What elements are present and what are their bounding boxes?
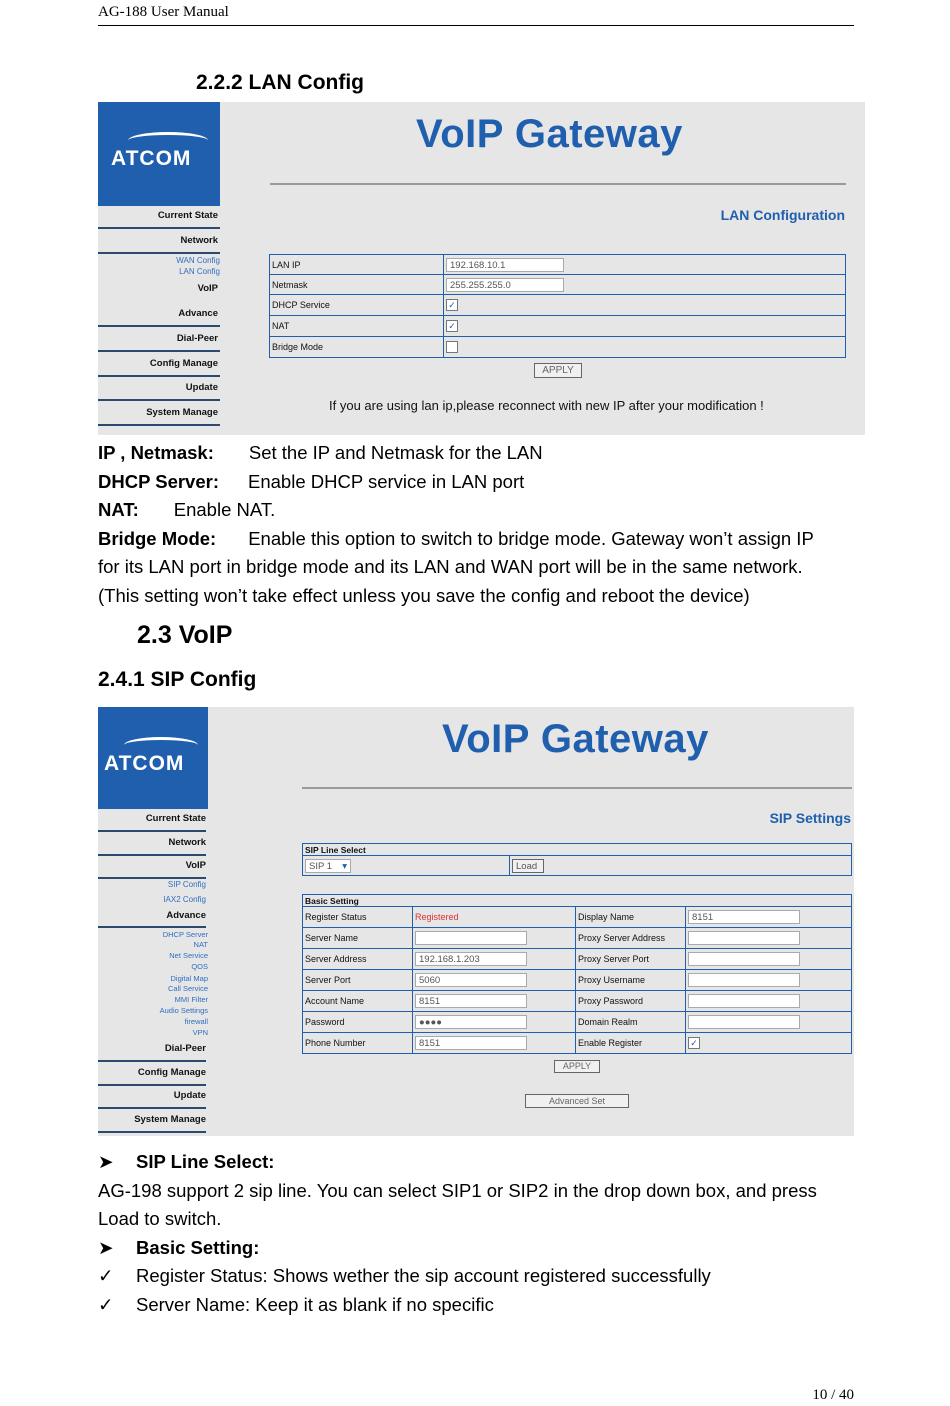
nav-divider: [98, 424, 220, 426]
nav-subitem-lan-config[interactable]: LAN Config: [179, 267, 220, 276]
nav-divider: [98, 1060, 206, 1062]
sip-value-input[interactable]: 8151: [415, 994, 527, 1008]
nav-subitem-advance[interactable]: Digital Map: [170, 974, 208, 983]
nav-item-update[interactable]: Update: [185, 382, 218, 393]
sip-row-right-label: Proxy Server Port: [576, 949, 686, 970]
nav-divider: [98, 1131, 206, 1133]
sip-row-right-value: [686, 949, 852, 970]
sip-row-right-value: [686, 1033, 852, 1054]
nav-divider: [98, 227, 220, 229]
nav-divider: [98, 399, 220, 401]
basic-setting-heading: Basic Setting:: [136, 1236, 260, 1258]
nav-subitem-advance[interactable]: Audio Settings: [159, 1006, 208, 1015]
sip-line-select-label: SIP Line Select: [303, 844, 852, 856]
title-rule: [302, 787, 852, 789]
manual-header: AG-188 User Manual: [98, 4, 229, 20]
sip-value-input[interactable]: [415, 931, 527, 945]
sip-right-value-input[interactable]: [688, 994, 800, 1008]
sip-row-right-label: Proxy Username: [576, 970, 686, 991]
load-button[interactable]: Load: [512, 859, 544, 873]
sip-row-right-label: Proxy Server Address: [576, 928, 686, 949]
sip-row-value: [413, 949, 576, 970]
lan-config-table: [269, 254, 846, 358]
title-rule: [270, 183, 846, 185]
nav-divider: [98, 1107, 206, 1109]
sip-row: [303, 1012, 852, 1033]
nav-item-dial-peer[interactable]: Dial-Peer: [176, 333, 218, 344]
sip-config-screenshot: [98, 707, 854, 1136]
lan-row: [270, 316, 846, 337]
nav-divider: [98, 325, 220, 327]
sip-line-dropdown[interactable]: SIP 1 ▾: [305, 859, 351, 873]
ip-netmask-label: IP , Netmask:: [98, 442, 214, 463]
bridge-mode-text-3: (This setting won’t take effect unless you save the config and reboot the device): [98, 584, 750, 606]
nav-divider: [98, 877, 206, 879]
lan-row-value: [444, 337, 846, 358]
bridge-mode-label: Bridge Mode:: [98, 527, 217, 549]
sip-row-right-value: [686, 928, 852, 949]
lan-reconnect-note: If you are using lan ip,please reconnect with new IP after your modification !: [329, 398, 764, 413]
checked-checkbox[interactable]: ✓: [446, 299, 458, 311]
basic-setting-header-row: [303, 895, 852, 907]
sip-value-input[interactable]: 192.168.1.203: [415, 952, 527, 966]
sip-value-input[interactable]: 5060: [415, 973, 527, 987]
sip-line-select-text-2: Load to switch.: [98, 1208, 222, 1229]
sip-row-right-label: Proxy Password: [576, 991, 686, 1012]
sip-value-input[interactable]: ●●●●: [415, 1015, 527, 1029]
ip-netmask-text: Set the IP and Netmask for the LAN: [248, 442, 543, 463]
sip-row-right-value: [686, 970, 852, 991]
lan-value-input[interactable]: 192.168.10.1: [446, 258, 564, 272]
atcom-logo: ATCOM: [98, 707, 208, 809]
chevron-down-icon: ▾: [342, 860, 347, 872]
apply-button[interactable]: APPLY: [554, 1060, 600, 1073]
lan-row-label: Netmask: [270, 275, 444, 295]
nat-text: Enable NAT.: [173, 499, 276, 520]
nav-item-config-manage[interactable]: Config Manage: [149, 358, 218, 369]
lan-configuration-title: LAN Configuration: [720, 207, 845, 223]
bridge-mode-text-1: Enable this option to switch to bridge mode. Gateway won’t assign IP: [248, 527, 814, 549]
sip-line-select-heading: SIP Line Select:: [136, 1151, 275, 1172]
lan-row-label: Bridge Mode: [270, 337, 444, 358]
dhcp-server-text: Enable DHCP service in LAN port: [248, 470, 525, 492]
nav-divider: [98, 830, 206, 832]
bridge-mode-text-2: for its LAN port in bridge mode and its LAN and WAN port will be in the same network.: [98, 556, 803, 577]
sip-row: [303, 1033, 852, 1054]
arrow-bullet-icon: ➤: [98, 1151, 114, 1172]
sip-value-input[interactable]: 8151: [415, 1036, 527, 1050]
gateway-title: VoIP Gateway: [416, 112, 683, 156]
nav-subitem-advance[interactable]: MMI Filter: [174, 995, 208, 1004]
nav-item-dial-peer[interactable]: Dial-Peer: [164, 1043, 206, 1054]
nav-divider: [98, 375, 220, 377]
checkmark-bullet-icon: ✓: [98, 1265, 114, 1286]
nav-item-advance[interactable]: Advance: [166, 910, 206, 921]
sip-row-value: [413, 991, 576, 1012]
nav-divider: [98, 252, 220, 254]
nav-item-voip[interactable]: VoIP: [197, 283, 218, 294]
lan-row-label: DHCP Service: [270, 295, 444, 316]
nav-divider: [98, 854, 206, 856]
nav-subitem-advance[interactable]: NAT: [193, 940, 208, 949]
sip-row-right-label: Domain Realm: [576, 1012, 686, 1033]
nav-item-network[interactable]: Network: [180, 235, 218, 246]
advanced-set-button[interactable]: Advanced Set: [525, 1094, 629, 1108]
server-name-text: Server Name: Keep it as blank if no specific: [136, 1293, 494, 1315]
sip-row-value: [413, 907, 576, 928]
basic-setting-label: Basic Setting: [303, 895, 852, 907]
sip-row-value: [413, 1033, 576, 1054]
nav-item-config-manage[interactable]: Config Manage: [137, 1067, 206, 1078]
sip-row: [303, 949, 852, 970]
nav-subitem-advance[interactable]: VPN: [192, 1028, 208, 1037]
sip-line-select-table: [302, 843, 852, 876]
nav-item-system-manage[interactable]: System Manage: [134, 1114, 206, 1125]
nav-item-current-state[interactable]: Current State: [145, 813, 206, 824]
section-2-2-2-title: 2.2.2 LAN Config: [196, 71, 365, 94]
sip-row: [303, 928, 852, 949]
sip-right-value-input[interactable]: [688, 952, 800, 966]
lan-row-label: NAT: [270, 316, 444, 337]
sip-row-right-label: Display Name: [576, 907, 686, 928]
section-2-3-title: 2.3 VoIP: [137, 621, 233, 649]
sip-row-value: [413, 1012, 576, 1033]
nav-subitem-sip-config[interactable]: SIP Config: [167, 880, 206, 889]
checked-checkbox[interactable]: ✓: [446, 320, 458, 332]
sip-right-value-input[interactable]: 8151: [688, 910, 800, 924]
sip-row-label: Password: [303, 1012, 413, 1033]
sip-row-label: Register Status: [303, 907, 413, 928]
sip-row-label: Server Name: [303, 928, 413, 949]
register-status-text: Register Status: Shows wether the sip account registered successfully: [136, 1265, 711, 1286]
nav-item-voip[interactable]: VoIP: [185, 860, 206, 871]
sip-row: [303, 907, 852, 928]
lan-row: [270, 295, 846, 316]
lan-row: [270, 255, 846, 275]
enable-register-checkbox[interactable]: ✓: [688, 1037, 700, 1049]
sip-row: [303, 991, 852, 1012]
atcom-logo: ATCOM: [98, 102, 220, 206]
nav-divider: [98, 350, 220, 352]
sip-row-label: Server Address: [303, 949, 413, 970]
nav-subitem-wan-config[interactable]: WAN Config: [176, 256, 220, 265]
nav-item-advance[interactable]: Advance: [178, 308, 218, 319]
lan-description: [98, 439, 858, 610]
nav-item-current-state[interactable]: Current State: [157, 210, 218, 221]
sip-row-label: Phone Number: [303, 1033, 413, 1054]
sip-row-label: Account Name: [303, 991, 413, 1012]
lan-row-value: [444, 275, 846, 295]
nav-subitem-advance[interactable]: Net Service: [169, 951, 208, 960]
sip-right-value-input[interactable]: [688, 973, 800, 987]
unchecked-checkbox[interactable]: [446, 341, 458, 353]
nav-subitem-iax2-config[interactable]: IAX2 Config: [163, 895, 206, 904]
sip-right-value-input[interactable]: [688, 1015, 800, 1029]
sip-basic-setting-table: [302, 894, 852, 1054]
register-status-value: Registered: [415, 912, 459, 922]
nav-divider: [98, 926, 206, 928]
sip-description: [98, 1148, 858, 1319]
sip-row: [303, 970, 852, 991]
lan-row-value: [444, 255, 846, 275]
checkmark-bullet-icon: ✓: [98, 1293, 114, 1315]
nav-divider: [98, 1084, 206, 1086]
sip-right-value-input[interactable]: [688, 931, 800, 945]
nav-subitem-advance[interactable]: DHCP Server: [162, 930, 208, 939]
lan-row-value: [444, 295, 846, 316]
lan-row: [270, 275, 846, 295]
nav-subitem-advance[interactable]: Call Service: [167, 984, 208, 993]
sip-row-right-value: [686, 991, 852, 1012]
header-rule: [98, 25, 854, 26]
lan-row: [270, 337, 846, 358]
lan-row-label: LAN IP: [270, 255, 444, 275]
sip-row-right-value: [686, 907, 852, 928]
page-number: 10 / 40: [812, 1387, 854, 1403]
lan-config-screenshot: [98, 102, 865, 435]
nat-label: NAT:: [98, 499, 139, 520]
apply-button[interactable]: APPLY: [534, 363, 582, 378]
nav-item-network[interactable]: Network: [168, 837, 206, 848]
dhcp-server-label: DHCP Server:: [98, 470, 219, 492]
sip-row-label: Server Port: [303, 970, 413, 991]
sip-line-select-text-1: AG-198 support 2 sip line. You can select SIP1 or SIP2 in the drop down box, and press: [98, 1179, 817, 1201]
nav-subitem-advance[interactable]: firewall: [184, 1017, 208, 1026]
sip-settings-title: SIP Settings: [769, 810, 851, 826]
section-2-4-1-title: 2.4.1 SIP Config: [98, 668, 257, 691]
sip-row-value: [413, 928, 576, 949]
sip-row-right-label: Enable Register: [576, 1033, 686, 1054]
nav-item-update[interactable]: Update: [173, 1090, 206, 1101]
sip-row-right-value: [686, 1012, 852, 1033]
lan-value-input[interactable]: 255.255.255.0: [446, 278, 564, 292]
lan-row-value: [444, 316, 846, 337]
nav-item-system-manage[interactable]: System Manage: [146, 407, 218, 418]
arrow-bullet-icon: ➤: [98, 1236, 114, 1258]
sip-row-value: [413, 970, 576, 991]
nav-subitem-advance[interactable]: QOS: [191, 962, 208, 971]
gateway-title: VoIP Gateway: [442, 717, 709, 761]
